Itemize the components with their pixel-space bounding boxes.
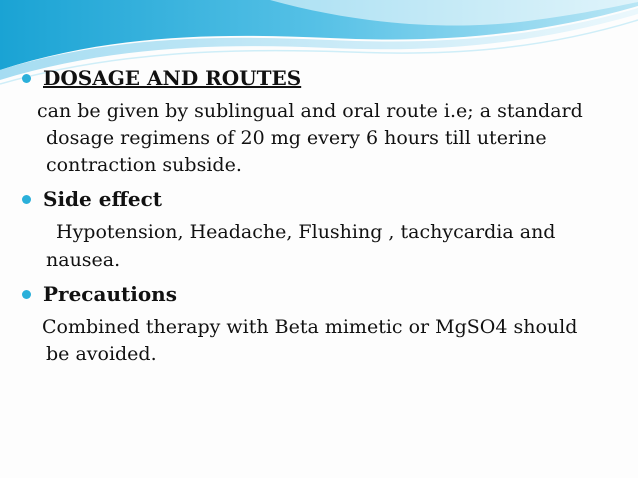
section-heading: Precautions <box>43 282 177 306</box>
section-heading: Side effect <box>43 187 162 211</box>
section-precautions-heading-row <box>22 282 177 306</box>
section-line: Hypotension, Headache, Flushing , tachycardia and <box>56 221 556 243</box>
section-line: be avoided. <box>46 343 157 365</box>
bullet-icon <box>22 290 31 299</box>
section-line: dosage regimens of 20 mg every 6 hours till uterine <box>46 127 547 149</box>
bullet-icon <box>22 74 31 83</box>
section-heading: DOSAGE AND ROUTES <box>43 66 302 90</box>
section-line: contraction subside. <box>46 154 242 176</box>
section-side-effect-heading-row <box>22 187 162 211</box>
section-line: nausea. <box>46 249 121 271</box>
section-line: can be given by sublingual and oral route i.e; a standard <box>37 100 583 122</box>
bullet-icon <box>22 195 31 204</box>
section-dosage-heading-row <box>22 66 301 90</box>
section-line: Combined therapy with Beta mimetic or MgSO4 should <box>42 316 578 338</box>
